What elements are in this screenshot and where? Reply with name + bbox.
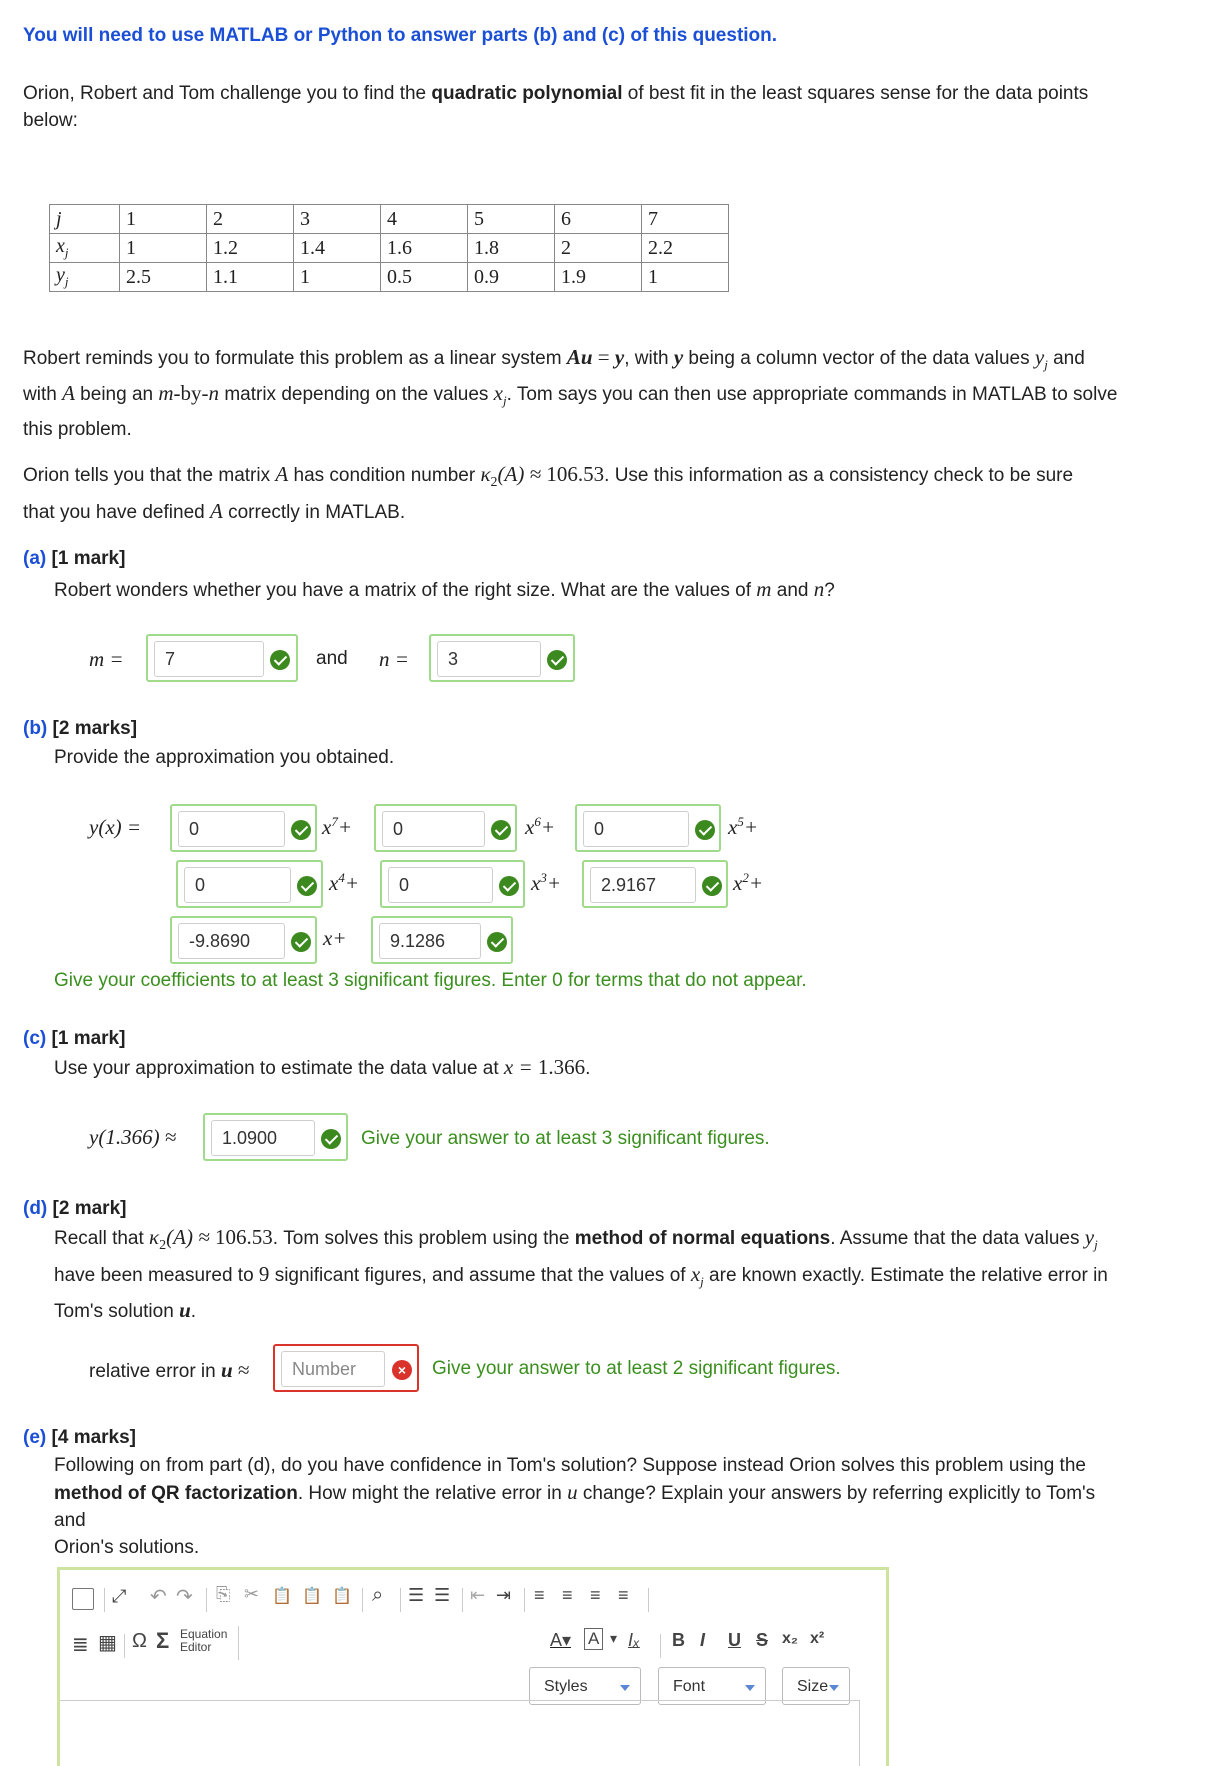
m-answer-box — [146, 634, 298, 682]
paste-icon[interactable]: 📋 — [272, 1588, 292, 1605]
bulleted-list-icon[interactable]: ☰ — [434, 1585, 451, 1605]
check-icon — [270, 650, 290, 670]
special-char-icon[interactable]: Ω — [132, 1630, 147, 1652]
term-x2: $x^2+$ — [733, 870, 763, 895]
coef-x2-input[interactable]: 2.9167 — [590, 867, 696, 903]
part-c-hint: Give your answer to at least 3 significant figures. — [361, 1128, 770, 1149]
find-icon[interactable]: ⌕ — [372, 1584, 384, 1606]
n-answer-box — [429, 634, 575, 682]
relative-error-answer-box — [273, 1344, 419, 1392]
term-x4: $x^4+$ — [329, 870, 359, 895]
horizontal-rule-icon[interactable]: ≣ — [72, 1634, 89, 1656]
coef-x6-input[interactable]: 0 — [382, 811, 485, 847]
part-c-question: Use your approximation to estimate the data value at x = 1.366. — [54, 1055, 591, 1079]
part-b-hint: Give your coefficients to at least 3 significant figures. Enter 0 for terms that do not appear. — [54, 970, 807, 991]
part-d-paragraph: Recall that $\kappa_2(A) \approx 106.53$. Tom solves this problem using the method of normal equations. Assume that the data values $y_j$ have been measured to 9 significant figures, and assume that the values of $x_j$ are known exactly. Estimate the relative error in Tom's solution u. — [54, 1225, 1108, 1322]
chevron-down-icon — [620, 1685, 630, 1691]
indent-icon[interactable]: ⇥ — [496, 1585, 512, 1605]
coef-x1-box — [170, 916, 317, 964]
estimate-input[interactable]: 1.0900 — [211, 1120, 315, 1156]
m-label: m = — [89, 647, 124, 671]
check-icon — [499, 876, 519, 896]
part-d-hint: Give your answer to at least 2 significant figures. — [432, 1358, 841, 1379]
relative-error-input[interactable]: Number — [281, 1351, 385, 1387]
term-x1: x+ — [323, 926, 347, 950]
paste-word-icon[interactable]: 📋 — [332, 1588, 352, 1605]
relative-error-label: relative error in u ≈ — [89, 1358, 250, 1382]
subscript-button[interactable]: x₂ — [782, 1630, 799, 1647]
coef-x6-box — [374, 804, 517, 852]
outdent-icon[interactable]: ⇤ — [470, 1585, 486, 1605]
table-row: j 1 2 3 4 5 6 7 — [50, 205, 729, 234]
remove-format-icon[interactable]: Iₓ — [628, 1630, 640, 1650]
term-x7: $x^7+$ — [322, 814, 352, 839]
underline-button[interactable]: U — [728, 1630, 741, 1650]
part-d-heading: (d) [2 mark] — [23, 1198, 127, 1219]
intro-paragraph: Orion, Robert and Tom challenge you to find the quadratic polynomial of best fit in the least squares sense for the data points below: — [23, 83, 1089, 131]
editor-toolbar — [60, 1570, 886, 1701]
row-label-j: j — [50, 205, 120, 234]
source-icon[interactable] — [72, 1588, 94, 1610]
bg-color-dropdown-icon[interactable]: ▾ — [610, 1630, 618, 1646]
align-center-icon[interactable]: ≡ — [562, 1585, 573, 1605]
coef-x7-input[interactable]: 0 — [178, 811, 285, 847]
term-x3: $x^3+$ — [531, 870, 561, 895]
orion-paragraph: Orion tells you that the matrix A has condition number $\kappa_2(A) \approx 106.53$. Use this information as a consistency check to be sure that you have defined A correctly in MATLAB. — [23, 462, 1074, 523]
term-x6: $x^6+$ — [525, 814, 555, 839]
coef-x7-box — [170, 804, 317, 852]
check-icon — [291, 820, 311, 840]
italic-button[interactable]: I — [700, 1630, 706, 1650]
bg-color-icon[interactable]: A — [584, 1628, 603, 1650]
chevron-down-icon — [745, 1685, 755, 1691]
and-text: and — [316, 648, 348, 669]
size-dropdown[interactable]: Size — [782, 1667, 850, 1705]
undo-icon[interactable]: ↶ — [150, 1586, 167, 1608]
coef-x3-box — [380, 860, 525, 908]
redo-icon[interactable]: ↷ — [176, 1586, 193, 1608]
equation-editor-button[interactable]: Equation Editor — [180, 1627, 228, 1654]
row-label-x: $x_j$ — [50, 234, 120, 263]
check-icon — [291, 932, 311, 952]
maximize-icon[interactable]: ⤢ — [112, 1586, 127, 1606]
part-b-heading: (b) [2 marks] — [23, 718, 138, 739]
chevron-down-icon — [829, 1685, 839, 1691]
strikethrough-button[interactable]: S — [756, 1630, 769, 1650]
bold-button[interactable]: B — [672, 1630, 685, 1650]
copy-formatting-icon[interactable]: ⎘ — [216, 1584, 231, 1604]
cut-icon[interactable]: ✂ — [244, 1584, 260, 1604]
numbered-list-icon[interactable]: ☰ — [408, 1585, 425, 1605]
coef-x4-input[interactable]: 0 — [184, 867, 291, 903]
part-c-heading: (c) [1 mark] — [23, 1028, 126, 1049]
superscript-button[interactable]: x² — [810, 1630, 825, 1647]
term-x5: $x^5+$ — [728, 814, 758, 839]
check-icon — [695, 820, 715, 840]
editor-content-area[interactable] — [60, 1700, 860, 1766]
coef-x0-box — [371, 916, 513, 964]
row-label-y: $y_j$ — [50, 263, 120, 292]
coef-x3-input[interactable]: 0 — [388, 867, 493, 903]
font-dropdown[interactable]: Font — [658, 1667, 766, 1705]
part-a-question: Robert wonders whether you have a matrix of the right size. What are the values of m and n? — [54, 577, 835, 601]
part-a-heading: (a) [1 mark] — [23, 548, 126, 569]
assignment-notice: You will need to use MATLAB or Python to answer parts (b) and (c) of this question. — [23, 25, 778, 46]
styles-dropdown[interactable]: Styles — [529, 1667, 641, 1705]
y-of-x-label: y(x) = — [89, 815, 142, 839]
justify-icon[interactable]: ≡ — [618, 1585, 629, 1605]
part-e-heading: (e) [4 marks] — [23, 1427, 137, 1448]
m-input[interactable]: 7 — [154, 641, 264, 677]
align-right-icon[interactable]: ≡ — [590, 1585, 601, 1605]
coef-x2-box — [582, 860, 728, 908]
check-icon — [702, 876, 722, 896]
coef-x5-input[interactable]: 0 — [583, 811, 689, 847]
part-b-question: Provide the approximation you obtained. — [54, 747, 395, 768]
rich-text-editor — [57, 1567, 889, 1766]
robert-paragraph: Robert reminds you to formulate this problem as a linear system Au = y, with y being a column vector of the data values $y_j$ and with A being an m-by-n matrix depending on the values $x_j$. Tom says you can then use appropriate commands in MATLAB to solve this problem. — [23, 345, 1118, 440]
table-row: $y_j$ 2.5 1.1 1 0.5 0.9 1.9 1 — [50, 263, 729, 292]
check-icon — [321, 1129, 341, 1149]
n-label: n = — [379, 647, 409, 671]
check-icon — [487, 932, 507, 952]
y-estimate-label: y(1.366) ≈ — [89, 1125, 177, 1149]
coef-x1-input[interactable]: -9.8690 — [178, 923, 285, 959]
text-color-icon[interactable]: A▾ — [550, 1630, 572, 1650]
coef-x5-box — [575, 804, 721, 852]
paste-text-icon[interactable]: 📋 — [302, 1588, 322, 1605]
table-row: $x_j$ 1 1.2 1.4 1.6 1.8 2 2.2 — [50, 234, 729, 263]
coef-x0-input[interactable]: 9.1286 — [379, 923, 481, 959]
check-icon — [297, 876, 317, 896]
estimate-answer-box — [203, 1113, 348, 1161]
check-icon — [547, 650, 567, 670]
cross-icon: × — [392, 1360, 412, 1380]
table-icon[interactable]: ▦ — [98, 1632, 117, 1654]
align-left-icon[interactable]: ≡ — [534, 1585, 545, 1605]
n-input[interactable]: 3 — [437, 641, 541, 677]
part-e-paragraph: Following on from part (d), do you have confidence in Tom's solution? Suppose instead Orion solves this problem using the method of QR factorization. How might the relative error in u change? Explain your answers by referring explicitly to Tom's and Orion's solutions. — [54, 1455, 1096, 1558]
data-table — [49, 204, 729, 292]
sigma-icon[interactable]: Σ — [156, 1628, 170, 1653]
coef-x4-box — [176, 860, 323, 908]
check-icon — [491, 820, 511, 840]
